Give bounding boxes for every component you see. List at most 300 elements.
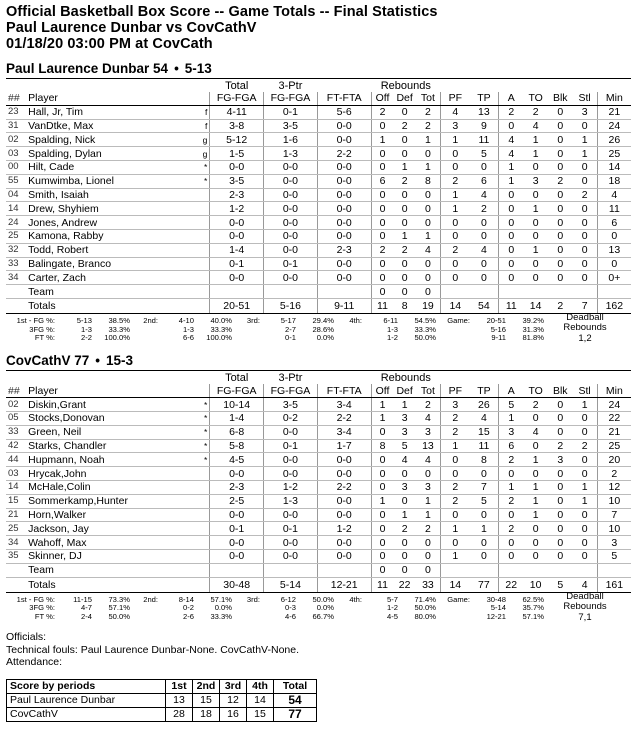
pct-value: 40.0% xyxy=(210,315,232,325)
pct-made-att: 0-2 xyxy=(183,603,194,613)
col-player: Player xyxy=(26,384,210,397)
col-tp: TP xyxy=(470,384,499,397)
pct-row xyxy=(364,334,442,343)
group-label: Total xyxy=(225,371,249,384)
pct-value: 100.0% xyxy=(206,333,232,343)
pct-made-att: 1-2 xyxy=(387,333,398,343)
pct-row xyxy=(472,613,550,622)
stat-tp: 6 xyxy=(470,174,499,188)
player-row xyxy=(6,160,631,174)
player-row xyxy=(6,147,631,161)
pct-value: 35.7% xyxy=(522,603,544,613)
pct-made-att: 1-3 xyxy=(387,324,398,334)
stat-tp: 26 xyxy=(470,398,499,412)
player-position xyxy=(194,522,210,536)
stat-to: 1 xyxy=(523,494,548,508)
stat-fg3: 3-5 xyxy=(264,119,318,133)
stat-pf: 0 xyxy=(440,508,469,522)
stat-off: 0 xyxy=(371,216,393,230)
pct-made-att: 1-2 xyxy=(387,603,398,613)
periods-row-covcath xyxy=(7,707,317,721)
player-row xyxy=(6,536,631,550)
stat-stl: 0 xyxy=(573,216,598,230)
stat-blk: 0 xyxy=(548,229,573,243)
player-row xyxy=(6,202,631,216)
stat-a: 0 xyxy=(499,188,524,202)
deadball-text: Rebounds xyxy=(563,601,607,613)
group-label: 3-Ptr xyxy=(278,79,303,92)
pct-column xyxy=(6,596,58,624)
stat-def: 2 xyxy=(393,119,415,133)
stat-off: 0 xyxy=(371,550,393,564)
total-min: 161 xyxy=(597,577,631,592)
stat-min: 25 xyxy=(597,439,631,453)
stat-ft: 2-2 xyxy=(317,147,371,161)
col-tot: Tot xyxy=(416,92,441,105)
stat-fg3: 0-0 xyxy=(264,188,318,202)
stat-fg: 6-8 xyxy=(210,425,264,439)
col-a: A xyxy=(499,384,524,397)
stat-off: 6 xyxy=(371,174,393,188)
stat-tp: 0 xyxy=(470,536,499,550)
player-row xyxy=(6,522,631,536)
player-row xyxy=(6,188,631,202)
stat-stl: 1 xyxy=(573,147,598,161)
stat-def: 0 xyxy=(393,563,415,577)
stat-off: 0 xyxy=(371,425,393,439)
stat-a: 2 xyxy=(499,522,524,536)
stat-def: 4 xyxy=(393,453,415,467)
stat-fg: 0-0 xyxy=(210,160,264,174)
score-by-periods-table xyxy=(6,679,317,722)
stat-off: 1 xyxy=(371,412,393,426)
stat-stl: 1 xyxy=(573,133,598,147)
stat-fg: 0-1 xyxy=(210,522,264,536)
pct-value: 66.7% xyxy=(312,611,334,621)
period-col: 3rd xyxy=(220,679,247,693)
pct-label: 1st - FG %: xyxy=(16,594,55,604)
stat-a: 5 xyxy=(499,398,524,412)
stat-fg3: 0-1 xyxy=(264,522,318,536)
stat-fg3 xyxy=(264,285,318,299)
player-number: 25 xyxy=(6,522,26,536)
player-name: Todd, Robert xyxy=(26,243,194,257)
stat-ft: 0-0 xyxy=(317,257,371,271)
stat-blk: 0 xyxy=(548,550,573,564)
stat-pf: 0 xyxy=(440,147,469,161)
shooting-percentages xyxy=(6,590,631,624)
stat-pf: 1 xyxy=(440,550,469,564)
stat-min: 0+ xyxy=(597,271,631,285)
stat-fg3: 0-0 xyxy=(264,160,318,174)
pct-value: 50.0% xyxy=(414,333,436,343)
stat-stl xyxy=(573,285,598,299)
stat-min: 3 xyxy=(597,536,631,550)
stat-blk: 0 xyxy=(548,202,573,216)
total-to: 14 xyxy=(523,298,548,313)
player-name: Hall, Jr, Tim xyxy=(26,105,194,119)
pct-period-label: 3rd: xyxy=(246,315,260,325)
player-number: 00 xyxy=(6,160,26,174)
group-label xyxy=(6,371,210,384)
stat-min xyxy=(597,563,631,577)
stat-a: 0 xyxy=(499,257,524,271)
stat-pf: 2 xyxy=(440,412,469,426)
stat-off: 0 xyxy=(371,202,393,216)
stat-def: 3 xyxy=(393,481,415,495)
col-ft: FT-FTA xyxy=(317,92,371,105)
stat-stl: 1 xyxy=(573,398,598,412)
stat-to: 1 xyxy=(523,202,548,216)
period-score: 13 xyxy=(166,693,193,707)
stat-tp: 0 xyxy=(470,216,499,230)
stat-to: 3 xyxy=(523,174,548,188)
stat-fg3: 1-3 xyxy=(264,147,318,161)
pct-column xyxy=(364,596,442,624)
stat-tot: 1 xyxy=(416,494,441,508)
stat-tp: 13 xyxy=(470,105,499,119)
stat-blk: 0 xyxy=(548,147,573,161)
team-record: 5-13 xyxy=(184,61,212,76)
player-name: Hilt, Cade xyxy=(26,160,194,174)
pct-value: 33.3% xyxy=(108,324,130,334)
stat-min: 21 xyxy=(597,425,631,439)
player-name: Spalding, Dylan xyxy=(26,147,194,161)
teams-container xyxy=(6,61,631,623)
total-tp: 77 xyxy=(470,577,499,592)
player-name: Hupmann, Noah xyxy=(26,453,194,467)
deadball-text: Deadball xyxy=(566,311,604,323)
total-stl: 7 xyxy=(573,298,598,313)
stat-off: 1 xyxy=(371,494,393,508)
stat-off: 0 xyxy=(371,271,393,285)
pct-column xyxy=(238,596,262,624)
stat-fg3: 0-0 xyxy=(264,271,318,285)
pct-made-att: 6-11 xyxy=(383,315,398,325)
player-row xyxy=(6,481,631,495)
player-number: 23 xyxy=(6,105,26,119)
stat-tot: 1 xyxy=(416,508,441,522)
stat-blk xyxy=(548,563,573,577)
stat-min: 14 xyxy=(597,160,631,174)
stat-off: 0 xyxy=(371,229,393,243)
stat-def: 2 xyxy=(393,522,415,536)
stat-blk: 0 xyxy=(548,271,573,285)
player-name: Kamona, Rabby xyxy=(26,229,194,243)
col-off: Off xyxy=(371,92,393,105)
stat-a: 4 xyxy=(499,133,524,147)
stat-stl: 0 xyxy=(573,453,598,467)
stat-pf: 2 xyxy=(440,494,469,508)
stat-fg3: 0-0 xyxy=(264,425,318,439)
stat-to: 4 xyxy=(523,119,548,133)
stat-fg3: 0-1 xyxy=(264,257,318,271)
period-col: 2nd xyxy=(193,679,220,693)
player-number: 42 xyxy=(6,439,26,453)
pct-made-att: 5-17 xyxy=(280,315,296,325)
stat-ft: 0-0 xyxy=(317,508,371,522)
bullet-icon: • xyxy=(174,61,179,76)
box-score-table xyxy=(6,371,631,592)
pct-column xyxy=(58,596,136,624)
box-score-table xyxy=(6,79,631,314)
total-fg: 30-48 xyxy=(210,577,264,592)
stat-stl: 0 xyxy=(573,425,598,439)
stat-blk: 0 xyxy=(548,522,573,536)
player-position xyxy=(194,202,210,216)
stat-stl: 2 xyxy=(573,188,598,202)
pct-made-att: 9-11 xyxy=(491,333,506,343)
stat-fg3: 0-0 xyxy=(264,243,318,257)
stat-pf: 0 xyxy=(440,229,469,243)
pct-made-att: 8-14 xyxy=(178,594,194,604)
stat-tp: 5 xyxy=(470,494,499,508)
pct-value: 28.6% xyxy=(312,324,334,334)
period-score: 28 xyxy=(166,707,193,721)
stat-fg3: 0-1 xyxy=(264,105,318,119)
stat-a: 0 xyxy=(499,119,524,133)
stat-blk xyxy=(548,285,573,299)
periods-team: CovCathV xyxy=(7,707,166,721)
stat-to: 2 xyxy=(523,105,548,119)
pct-value: 81.8% xyxy=(522,333,544,343)
total-ft: 12-21 xyxy=(317,577,371,592)
pct-made-att: 2-6 xyxy=(183,611,194,621)
pct-made-att: 4-10 xyxy=(178,315,194,325)
stat-blk: 2 xyxy=(548,174,573,188)
header-matchup: Paul Laurence Dunbar vs CovCathV xyxy=(6,20,257,36)
stat-stl: 3 xyxy=(573,105,598,119)
stat-def: 0 xyxy=(393,105,415,119)
stat-def: 0 xyxy=(393,271,415,285)
deadball-text: 1,2 xyxy=(578,332,592,344)
player-number: 02 xyxy=(6,133,26,147)
box-score-page xyxy=(6,0,631,722)
stat-blk: 0 xyxy=(548,188,573,202)
stat-fg3: 0-0 xyxy=(264,174,318,188)
stat-to: 0 xyxy=(523,467,548,481)
group-label: Rebounds xyxy=(380,79,431,92)
stat-def: 1 xyxy=(393,160,415,174)
col-player: Player xyxy=(26,92,210,105)
stat-off: 2 xyxy=(371,105,393,119)
stat-tot: 2 xyxy=(416,105,441,119)
stat-tp: 0 xyxy=(470,160,499,174)
pct-value: 31.3% xyxy=(522,324,544,334)
pct-period-label: Game: xyxy=(447,315,470,325)
player-position: g xyxy=(194,147,210,161)
player-position xyxy=(194,508,210,522)
stat-min: 26 xyxy=(597,133,631,147)
player-name: Carter, Zach xyxy=(26,271,194,285)
stat-to: 0 xyxy=(523,522,548,536)
stat-tp: 8 xyxy=(470,453,499,467)
stat-tp: 5 xyxy=(470,147,499,161)
group-label xyxy=(6,79,210,92)
player-row xyxy=(6,398,631,412)
pct-made-att: 5-13 xyxy=(76,315,92,325)
total-min: 162 xyxy=(597,298,631,313)
col-to: TO xyxy=(523,384,548,397)
stat-pf xyxy=(440,563,469,577)
stat-fg: 1-4 xyxy=(210,412,264,426)
stat-blk: 0 xyxy=(548,412,573,426)
pct-made-att: 2-4 xyxy=(81,611,92,621)
stat-pf: 2 xyxy=(440,243,469,257)
stat-ft: 5-6 xyxy=(317,105,371,119)
stat-fg: 0-0 xyxy=(210,536,264,550)
period-col: 1st xyxy=(166,679,193,693)
stat-min: 10 xyxy=(597,494,631,508)
player-number: 34 xyxy=(6,536,26,550)
stat-stl: 0 xyxy=(573,550,598,564)
stat-min: 7 xyxy=(597,508,631,522)
player-number: 15 xyxy=(6,494,26,508)
pct-value: 73.3% xyxy=(108,594,130,604)
stat-def: 0 xyxy=(393,285,415,299)
stat-ft: 0-0 xyxy=(317,202,371,216)
group-label: Total xyxy=(225,79,249,92)
stat-min: 13 xyxy=(597,243,631,257)
total-fg3: 5-14 xyxy=(264,577,318,592)
header-date: 01/18/20 03:00 PM at CovCath xyxy=(6,36,213,52)
player-position xyxy=(194,188,210,202)
player-number: 21 xyxy=(6,508,26,522)
pct-column xyxy=(136,317,160,345)
stat-def: 0 xyxy=(393,147,415,161)
stat-tp: 2 xyxy=(470,202,499,216)
stat-fg3: 3-5 xyxy=(264,398,318,412)
stat-def: 0 xyxy=(393,494,415,508)
player-number xyxy=(6,563,26,577)
player-position: f xyxy=(194,105,210,119)
team-record: 15-3 xyxy=(106,353,134,369)
stat-pf: 0 xyxy=(440,453,469,467)
player-name: Smith, Isaiah xyxy=(26,188,194,202)
pct-made-att: 6-6 xyxy=(183,333,194,343)
stat-blk: 0 xyxy=(548,467,573,481)
total-to: 10 xyxy=(523,577,548,592)
stat-stl: 0 xyxy=(573,202,598,216)
stat-ft: 0-0 xyxy=(317,188,371,202)
player-row xyxy=(6,174,631,188)
stat-def: 0 xyxy=(393,133,415,147)
stat-fg: 2-3 xyxy=(210,188,264,202)
player-name: Team xyxy=(26,285,194,299)
group-label xyxy=(440,371,631,384)
stat-ft: 1-7 xyxy=(317,439,371,453)
stat-ft: 0-0 xyxy=(317,229,371,243)
total-a: 22 xyxy=(499,577,524,592)
player-position: * xyxy=(194,425,210,439)
totals-label: Totals xyxy=(26,577,210,592)
stat-fg: 5-12 xyxy=(210,133,264,147)
player-position xyxy=(194,550,210,564)
deadball-rebounds xyxy=(550,313,620,345)
stat-ft: 0-0 xyxy=(317,494,371,508)
stat-a: 3 xyxy=(499,425,524,439)
player-row xyxy=(6,508,631,522)
player-row xyxy=(6,229,631,243)
stat-tot: 0 xyxy=(416,202,441,216)
stat-to: 0 xyxy=(523,536,548,550)
stat-min: 24 xyxy=(597,398,631,412)
stat-tot: 0 xyxy=(416,467,441,481)
stat-fg: 5-8 xyxy=(210,439,264,453)
stat-pf: 2 xyxy=(440,425,469,439)
stat-a: 0 xyxy=(499,271,524,285)
total-fg: 20-51 xyxy=(210,298,264,313)
pct-column xyxy=(58,317,136,345)
stat-to xyxy=(523,285,548,299)
stat-stl: 0 xyxy=(573,229,598,243)
stat-stl: 0 xyxy=(573,412,598,426)
stat-tot: 0 xyxy=(416,188,441,202)
stat-def: 0 xyxy=(393,188,415,202)
stat-pf: 0 xyxy=(440,257,469,271)
player-row xyxy=(6,550,631,564)
stat-off: 0 xyxy=(371,481,393,495)
stat-to: 0 xyxy=(523,412,548,426)
stat-tp: 1 xyxy=(470,522,499,536)
player-number: 44 xyxy=(6,453,26,467)
player-number: 02 xyxy=(6,398,26,412)
stat-fg: 3-8 xyxy=(210,119,264,133)
deadball-text: 7,1 xyxy=(578,611,592,623)
pct-row xyxy=(58,334,136,343)
stat-a: 2 xyxy=(499,494,524,508)
player-row xyxy=(6,453,631,467)
stat-pf: 2 xyxy=(440,481,469,495)
pct-column xyxy=(472,596,550,624)
stat-fg3: 0-1 xyxy=(264,439,318,453)
player-name: Skinner, DJ xyxy=(26,550,194,564)
stat-tot: 0 xyxy=(416,216,441,230)
stat-tot: 4 xyxy=(416,412,441,426)
stat-pf: 2 xyxy=(440,174,469,188)
col-ft: FT-FTA xyxy=(317,384,371,397)
total-fg3: 5-16 xyxy=(264,298,318,313)
stat-to: 1 xyxy=(523,508,548,522)
stat-a: 2 xyxy=(499,105,524,119)
pct-made-att: 5-16 xyxy=(490,324,506,334)
stat-off: 0 xyxy=(371,467,393,481)
stat-fg3: 0-0 xyxy=(264,453,318,467)
stat-stl: 0 xyxy=(573,522,598,536)
stat-blk: 0 xyxy=(548,119,573,133)
player-position xyxy=(194,563,210,577)
player-position xyxy=(194,536,210,550)
stat-a xyxy=(499,285,524,299)
stat-tot: 2 xyxy=(416,522,441,536)
pct-label: FT %: xyxy=(34,333,55,343)
player-position: * xyxy=(194,160,210,174)
stat-pf: 1 xyxy=(440,439,469,453)
player-name: Balingate, Branco xyxy=(26,257,194,271)
stat-a: 6 xyxy=(499,439,524,453)
stat-to: 0 xyxy=(523,216,548,230)
player-row xyxy=(6,494,631,508)
stat-blk: 0 xyxy=(548,398,573,412)
player-number: 05 xyxy=(6,412,26,426)
stat-tp: 7 xyxy=(470,481,499,495)
pct-column xyxy=(442,317,472,345)
stat-fg: 1-2 xyxy=(210,202,264,216)
pct-column xyxy=(238,317,262,345)
stat-min: 21 xyxy=(597,105,631,119)
col-fg: FG-FGA xyxy=(210,92,264,105)
stat-tp: 15 xyxy=(470,425,499,439)
